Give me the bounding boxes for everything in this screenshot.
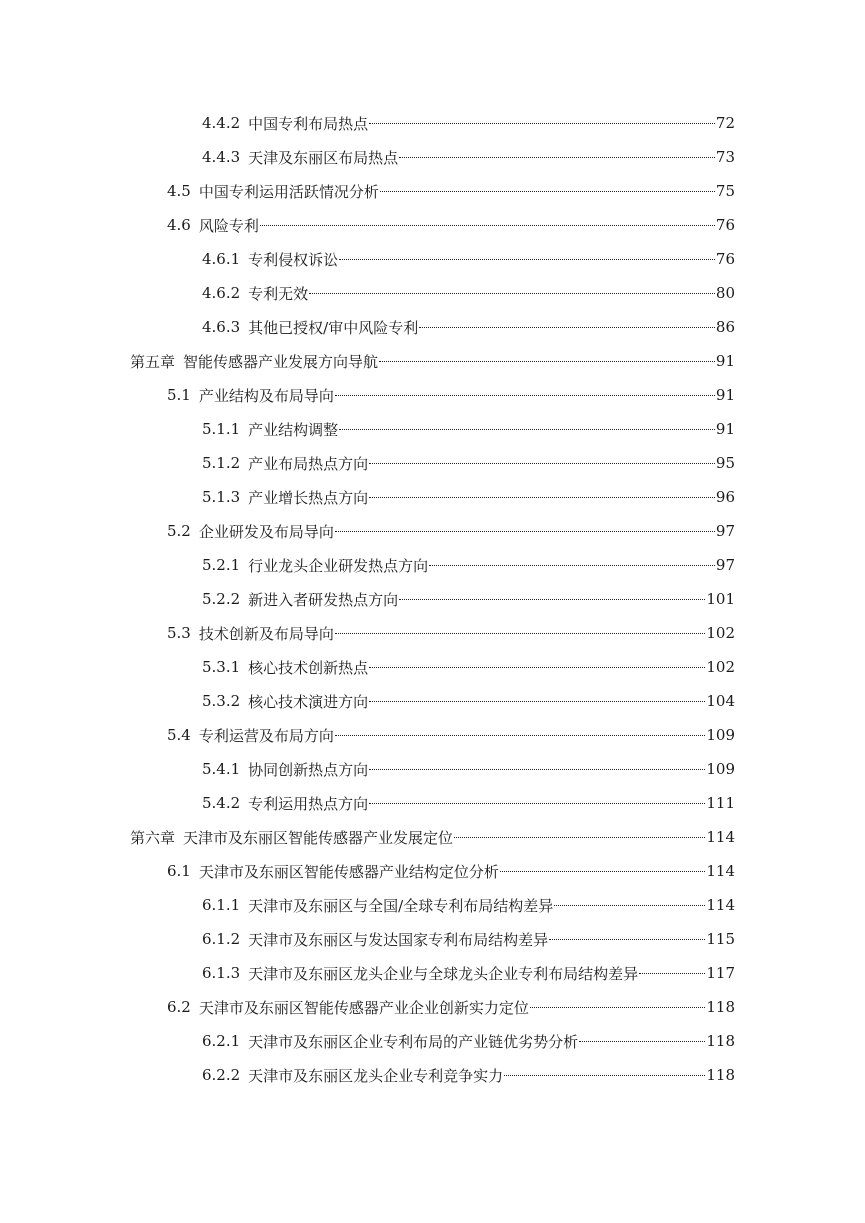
toc-entry-number: 第六章 (130, 828, 176, 847)
toc-entry-title: 天津市及东丽区智能传感器产业企业创新实力定位 (198, 998, 529, 1017)
toc-entry-number: 5.4 (167, 726, 191, 744)
toc-entry[interactable] (0, 684, 865, 718)
dot-leader (309, 292, 715, 294)
dot-leader (335, 632, 705, 634)
toc-entry-page-number: 102 (706, 658, 735, 676)
toc-entry-number: 5.2 (167, 522, 191, 540)
dot-leader (429, 564, 715, 566)
toc-entry-page-number: 72 (715, 114, 735, 132)
toc-entry-number: 4.4.3 (202, 148, 241, 166)
dot-leader (579, 1040, 705, 1042)
toc-entry-title: 核心技术创新热点 (248, 658, 369, 677)
toc-entry-page-number: 114 (706, 862, 735, 880)
dot-leader (419, 326, 715, 328)
toc-entry-page-number: 91 (715, 420, 735, 438)
toc-entry[interactable] (0, 480, 865, 514)
toc-entry-page-number: 115 (706, 930, 735, 948)
toc-entry[interactable] (0, 208, 865, 242)
toc-entry-title: 中国专利布局热点 (248, 114, 369, 133)
toc-entry-title: 产业增长热点方向 (248, 488, 369, 507)
toc-entry-title: 天津市及东丽区与全国/全球专利布局结构差异 (248, 896, 554, 915)
toc-entry-page-number: 95 (715, 454, 735, 472)
toc-entry-page-number: 118 (706, 1032, 735, 1050)
toc-entry-title: 核心技术演进方向 (248, 692, 369, 711)
toc-entry[interactable] (0, 616, 865, 650)
toc-entry-page-number: 102 (706, 624, 735, 642)
toc-entry-title: 专利运营及布局方向 (198, 726, 334, 745)
toc-entry-number: 5.2.1 (202, 556, 241, 574)
toc-entry-page-number: 96 (715, 488, 735, 506)
toc-entry-number: 4.5 (167, 182, 191, 200)
toc-entry-page-number: 97 (715, 556, 735, 574)
toc-entry[interactable] (0, 514, 865, 548)
toc-entry-title: 专利侵权诉讼 (248, 250, 339, 269)
toc-entry[interactable] (0, 446, 865, 480)
dot-leader (339, 428, 715, 430)
dot-leader (500, 870, 705, 872)
toc-entry[interactable] (0, 140, 865, 174)
toc-entry-number: 4.4.2 (202, 114, 241, 132)
toc-entry-number: 6.2.1 (202, 1032, 241, 1050)
toc-entry-page-number: 73 (715, 148, 735, 166)
dot-leader (369, 700, 705, 702)
toc-entry-page-number: 97 (715, 522, 735, 540)
toc-entry[interactable] (0, 922, 865, 956)
toc-entry-page-number: 76 (715, 216, 735, 234)
toc-entry-number: 5.1.3 (202, 488, 241, 506)
toc-entry-page-number: 118 (706, 1066, 735, 1084)
dot-leader (399, 598, 705, 600)
dot-leader (369, 122, 715, 124)
toc-entry[interactable] (0, 786, 865, 820)
toc-entry-page-number: 75 (715, 182, 735, 200)
dot-leader (530, 1006, 705, 1008)
toc-entry[interactable] (0, 174, 865, 208)
dot-leader (549, 938, 705, 940)
toc-entry-title: 企业研发及布局导向 (198, 522, 334, 541)
toc-entry-page-number: 109 (706, 726, 735, 744)
toc-entry-number: 6.2 (167, 998, 191, 1016)
toc-entry-title: 天津市及东丽区龙头企业与全球龙头企业专利布局结构差异 (248, 964, 639, 983)
toc-entry-number: 4.6.3 (202, 318, 241, 336)
toc-entry-title: 产业结构调整 (248, 420, 339, 439)
toc-entry-title: 天津市及东丽区智能传感器产业结构定位分析 (198, 862, 499, 881)
dot-leader (335, 530, 715, 532)
toc-entry-number: 4.6 (167, 216, 191, 234)
toc-entry-number: 5.1 (167, 386, 191, 404)
toc-entry-number: 6.1.1 (202, 896, 241, 914)
toc-entry-number: 5.1.1 (202, 420, 241, 438)
toc-entry-page-number: 109 (706, 760, 735, 778)
toc-entry-title: 新进入者研发热点方向 (248, 590, 399, 609)
dot-leader (369, 666, 705, 668)
toc-entry-page-number: 80 (715, 284, 735, 302)
toc-entry-page-number: 101 (706, 590, 735, 608)
toc-entry-number: 5.3.1 (202, 658, 241, 676)
toc-entry[interactable] (0, 854, 865, 888)
toc-entry-title: 其他已授权/审中风险专利 (248, 318, 419, 337)
toc-entry-number: 5.2.2 (202, 590, 241, 608)
toc-entry[interactable] (0, 752, 865, 786)
toc-entry-page-number: 91 (715, 386, 735, 404)
toc-entry[interactable] (0, 548, 865, 582)
toc-entry-number: 4.6.1 (202, 250, 241, 268)
toc-entry[interactable] (0, 650, 865, 684)
toc-entry-number: 6.1 (167, 862, 191, 880)
toc-entry-title: 行业龙头企业研发热点方向 (248, 556, 429, 575)
toc-entry-page-number: 86 (715, 318, 735, 336)
toc-entry-title: 天津市及东丽区智能传感器产业发展定位 (183, 828, 454, 847)
toc-entry[interactable] (0, 344, 865, 378)
toc-entry[interactable] (0, 956, 865, 990)
dot-leader (504, 1074, 705, 1076)
dot-leader (369, 768, 705, 770)
toc-entry-page-number: 104 (706, 692, 735, 710)
dot-leader (335, 734, 705, 736)
toc-entry-page-number: 76 (715, 250, 735, 268)
dot-leader (454, 836, 705, 838)
toc-entry-number: 5.3.2 (202, 692, 241, 710)
toc-entry-title: 天津市及东丽区龙头企业专利竞争实力 (248, 1066, 504, 1085)
toc-entry[interactable] (0, 718, 865, 752)
dot-leader (369, 496, 715, 498)
toc-entry-title: 技术创新及布局导向 (198, 624, 334, 643)
toc-entry[interactable] (0, 888, 865, 922)
dot-leader (399, 156, 715, 158)
toc-entry-number: 6.1.3 (202, 964, 241, 982)
toc-entry-number: 第五章 (130, 352, 176, 371)
toc-entry-page-number: 118 (706, 998, 735, 1016)
toc-entry-page-number: 114 (706, 828, 735, 846)
dot-leader (369, 462, 715, 464)
toc-entry[interactable] (0, 242, 865, 276)
toc-entry-title: 产业布局热点方向 (248, 454, 369, 473)
toc-entry-title: 专利运用热点方向 (248, 794, 369, 813)
toc-entry-page-number: 111 (706, 794, 735, 812)
toc-entry-number: 4.6.2 (202, 284, 241, 302)
toc-entry[interactable] (0, 378, 865, 412)
dot-leader (379, 360, 715, 362)
table-of-contents (0, 106, 865, 1092)
toc-entry-title: 智能传感器产业发展方向导航 (183, 352, 379, 371)
toc-entry[interactable] (0, 582, 865, 616)
dot-leader (339, 258, 715, 260)
dot-leader (380, 190, 715, 192)
toc-entry[interactable] (0, 1024, 865, 1058)
dot-leader (369, 802, 705, 804)
toc-entry[interactable] (0, 1058, 865, 1092)
toc-entry-title: 中国专利运用活跃情况分析 (198, 182, 379, 201)
toc-entry-number: 6.2.2 (202, 1066, 241, 1084)
toc-entry[interactable] (0, 310, 865, 344)
toc-entry-number: 5.3 (167, 624, 191, 642)
toc-entry-title: 风险专利 (198, 216, 259, 235)
toc-entry-title: 天津及东丽区布局热点 (248, 148, 399, 167)
toc-entry-page-number: 91 (715, 352, 735, 370)
toc-entry[interactable] (0, 990, 865, 1024)
toc-entry[interactable] (0, 106, 865, 140)
toc-entry-number: 5.1.2 (202, 454, 241, 472)
dot-leader (260, 224, 715, 226)
toc-entry-number: 5.4.1 (202, 760, 241, 778)
dot-leader (639, 972, 705, 974)
toc-entry[interactable] (0, 412, 865, 446)
toc-entry-title: 协同创新热点方向 (248, 760, 369, 779)
dot-leader (335, 394, 715, 396)
toc-entry-page-number: 117 (706, 964, 735, 982)
toc-entry-number: 6.1.2 (202, 930, 241, 948)
toc-entry-title: 天津市及东丽区与发达国家专利布局结构差异 (248, 930, 549, 949)
toc-entry[interactable] (0, 820, 865, 854)
dot-leader (554, 904, 705, 906)
toc-entry-page-number: 114 (706, 896, 735, 914)
toc-entry-title: 专利无效 (248, 284, 309, 303)
toc-entry-number: 5.4.2 (202, 794, 241, 812)
toc-entry-title: 天津市及东丽区企业专利布局的产业链优劣势分析 (248, 1032, 579, 1051)
toc-entry[interactable] (0, 276, 865, 310)
toc-entry-title: 产业结构及布局导向 (198, 386, 334, 405)
